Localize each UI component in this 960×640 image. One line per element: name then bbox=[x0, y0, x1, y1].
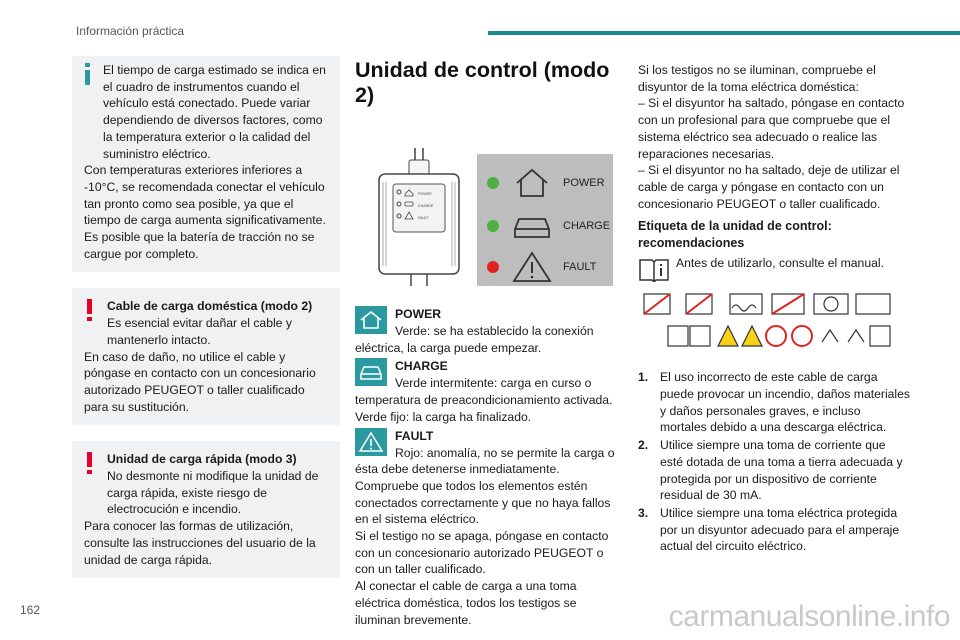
note-text: El tiempo de carga estimado se indica en el cuadro de instrumentos cuando el vehículo está conectado. Puede variar dependiendo de diversos factores, como la temperatura exterior o la calidad del suministro eléctrico. bbox=[103, 63, 326, 161]
info-note bbox=[72, 56, 340, 272]
body-text: Al conectar el cable de carga a una toma eléctrica doméstica, todos los testigos se iluminan brevemente. bbox=[355, 579, 577, 627]
legend-title: FAULT bbox=[395, 428, 434, 443]
legend-text: Verde intermitente: carga en curso o temperatura de preacondicionamiento activada. Verde fijo: la carga ha finalizado. bbox=[355, 376, 613, 424]
bullet-text: – Si el disyuntor ha saltado, póngase en contacto con un profesional para que compruebe que el sistema eléctrico sea adecuado o realice las reparaciones necesarias. bbox=[638, 96, 905, 161]
note-text: Es esencial evitar dañar el cable y mantenerlo intacto. bbox=[107, 316, 292, 347]
car-icon bbox=[355, 358, 387, 386]
list-item bbox=[638, 505, 910, 555]
status-label: FAULT bbox=[563, 261, 597, 273]
status-row-fault bbox=[487, 250, 596, 284]
car-icon bbox=[511, 209, 553, 243]
section-title: Unidad de control (modo 2) bbox=[355, 58, 610, 107]
safety-pictograms bbox=[638, 290, 896, 354]
led-indicator bbox=[487, 220, 499, 232]
list-item bbox=[638, 369, 910, 436]
list-text: Utilice siempre una toma de corriente que esté dotada de una toma a tierra adecuada y protegida por un dispositivo de corriente residual de 30 mA. bbox=[660, 438, 903, 503]
warning-icon bbox=[84, 452, 96, 474]
status-label: POWER bbox=[563, 177, 605, 189]
list-number: 3. bbox=[638, 505, 649, 520]
notes-column bbox=[72, 56, 340, 594]
body-text: Compruebe que todos los elementos estén conectados correctamente y que no haya fallos en el sistema eléctrico. bbox=[355, 478, 611, 527]
warning-triangle-icon bbox=[511, 250, 553, 284]
indicator-legend bbox=[355, 306, 617, 628]
list-text: Utilice siempre una toma eléctrica protegida por un disyuntor adecuado para el amperaje actual del circuito eléctrico. bbox=[660, 505, 900, 554]
header-accent-bar bbox=[488, 31, 960, 35]
legend-title: CHARGE bbox=[395, 359, 448, 374]
page-header-title: Información práctica bbox=[76, 24, 185, 38]
status-label: CHARGE bbox=[563, 220, 611, 232]
warning-triangle-icon bbox=[355, 428, 387, 456]
list-item bbox=[638, 437, 910, 504]
info-icon bbox=[84, 63, 92, 85]
note-text: Con temperaturas exteriores inferiores a -10°C, se recomendada conectar el vehículo tan pronto como sea posible, ya que el tiempo de carga aumenta significativamente. bbox=[84, 163, 326, 228]
note-text: Es posible que la batería de tracción no se cargue por completo. bbox=[84, 230, 315, 261]
manual-note bbox=[638, 256, 910, 282]
note-text: Para conocer las formas de utilización, consulte las instrucciones del usuario de la unidad de carga rápida. bbox=[84, 519, 316, 567]
legend-text: Verde: se ha establecido la conexión eléctrica, la carga puede empezar. bbox=[355, 324, 594, 355]
status-row-charge bbox=[487, 209, 610, 243]
manual-note-text: Antes de utilizarlo, consulte el manual. bbox=[676, 256, 884, 271]
note-text: En caso de daño, no utilice el cable y póngase en contacto con un concesionario autorizado PEUGEOT o taller cualificado para su sustitución. bbox=[84, 349, 316, 414]
recommendations-column bbox=[638, 62, 910, 556]
list-number: 1. bbox=[638, 370, 649, 385]
device-label-fault: FAULT bbox=[418, 216, 429, 220]
list-text: El uso incorrecto de este cable de carga puede provocar un incendio, daños materiales y daños personales graves, e incluso mortales debido a una descarga eléctrica. bbox=[660, 370, 911, 435]
led-indicator bbox=[487, 177, 499, 189]
control-unit-section bbox=[355, 56, 617, 628]
body-text: Si el testigo no se apaga, póngase en contacto con un concesionario autorizado PEUGEOT o con un taller cualificado. bbox=[355, 529, 609, 577]
control-unit-illustration bbox=[355, 120, 617, 296]
device-label-power: POWER bbox=[418, 192, 432, 196]
manual-book-icon bbox=[638, 256, 670, 282]
control-unit-labels bbox=[375, 148, 463, 286]
device-label-charge: CHARGE bbox=[418, 204, 434, 208]
house-icon bbox=[355, 306, 387, 334]
body-text: Si los testigos no se iluminan, compruebe el disyuntor de la toma eléctrica doméstica: bbox=[638, 63, 876, 94]
note-text: No desmonte ni modifique la unidad de carga rápida, existe riesgo de electrocución e incendio. bbox=[107, 469, 319, 517]
subsection-title: Etiqueta de la unidad de control: recomendaciones bbox=[638, 219, 832, 251]
page-number: 162 bbox=[20, 603, 41, 617]
legend-text: Rojo: anomalía, no se permite la carga o ésta debe detenerse inmediatamente. bbox=[355, 445, 615, 477]
status-panel bbox=[477, 154, 613, 286]
list-number: 2. bbox=[638, 438, 649, 453]
bullet-text: – Si el disyuntor no ha saltado, deje de utilizar el cable de carga y póngase en contacto con un concesionario PEUGEOT o taller cualificado. bbox=[638, 163, 900, 211]
warning-note bbox=[72, 441, 340, 578]
status-row-power bbox=[487, 166, 605, 200]
legend-title: POWER bbox=[395, 307, 442, 321]
led-indicator bbox=[487, 261, 499, 273]
note-title: Unidad de carga rápida (modo 3) bbox=[107, 452, 297, 467]
house-icon bbox=[511, 166, 553, 200]
warning-icon bbox=[84, 299, 96, 321]
note-title: Cable de carga doméstica (modo 2) bbox=[107, 299, 313, 314]
warning-note bbox=[72, 288, 340, 425]
watermark: carmanualsonline.info bbox=[668, 600, 950, 633]
